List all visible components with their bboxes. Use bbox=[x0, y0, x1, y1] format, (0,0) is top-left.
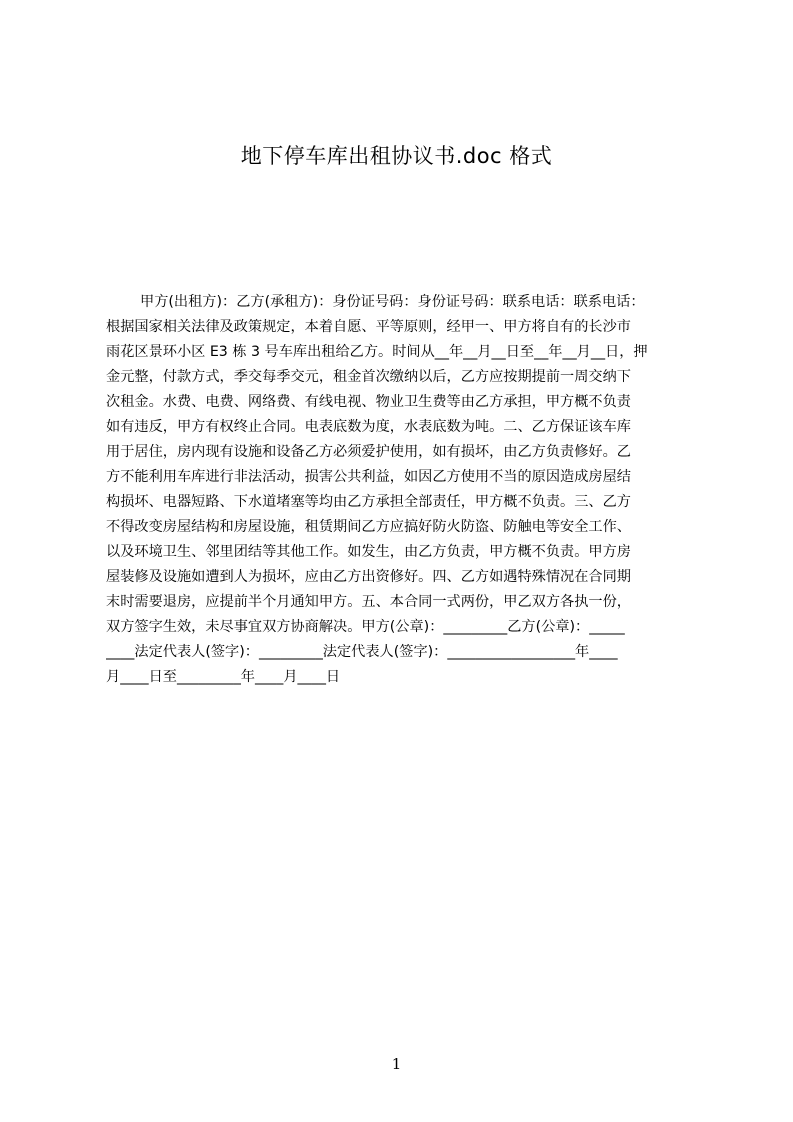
body-line: 雨花区景环小区 E3 栋 3 号车库出租给乙方。时间从__年__月__日至__年__月__日，押 bbox=[106, 344, 648, 360]
document-title: 地下停车库出租协议书.doc 格式 bbox=[240, 144, 553, 168]
body-line: 不得改变房屋结构和房屋设施，租赁期间乙方应搞好防火防盗、防触电等安全工作、 bbox=[106, 519, 631, 535]
body-line: 方不能利用车库进行非法活动，损害公共利益，如因乙方使用不当的原因造成房屋结 bbox=[106, 469, 631, 485]
body-line: 金元整，付款方式，季交每季交元，租金首次缴纳以后，乙方应按期提前一周交纳下 bbox=[106, 369, 631, 385]
agreement-body bbox=[106, 290, 698, 690]
body-line: 末时需要退房，应提前半个月通知甲方。五、本合同一式两份，甲乙双方各执一份， bbox=[106, 594, 631, 610]
page-number: 1 bbox=[391, 1055, 402, 1073]
body-line: 构损坏、电器短路、下水道堵塞等均由乙方承担全部责任，甲方概不负责。三、乙方 bbox=[106, 494, 631, 510]
body-line: 次租金。水费、电费、网络费、有线电视、物业卫生费等由乙方承担，甲方概不负责 bbox=[106, 394, 631, 410]
body-line: 屋装修及设施如遭到人为损坏，应由乙方出资修好。四、乙方如遇特殊情况在合同期 bbox=[106, 569, 631, 585]
body-line: 甲方(出租方)：乙方(承租方)：身份证号码：身份证号码：联系电话：联系电话： bbox=[140, 294, 645, 310]
body-line: 如有违反，甲方有权终止合同。电表底数为度，水表底数为吨。二、乙方保证该车库 bbox=[106, 419, 631, 435]
body-line: 根据国家相关法律及政策规定，本着自愿、平等原则，经甲一、甲方将自有的长沙市 bbox=[106, 319, 631, 335]
body-line: 以及环境卫生、邻里团结等其他工作。如发生，由乙方负责，甲方概不负责。甲方房 bbox=[106, 544, 631, 560]
body-line: ____法定代表人(签字)：_________法定代表人(签字)：__________________年____ bbox=[106, 644, 618, 660]
body-line: 月____日至_________年____月____日 bbox=[106, 669, 341, 685]
body-line: 双方签字生效，未尽事宜双方协商解决。甲方(公章)：_________乙方(公章)：_____ bbox=[106, 619, 625, 635]
body-line: 用于居住，房内现有设施和设备乙方必须爱护使用，如有损坏，由乙方负责修好。乙 bbox=[106, 444, 631, 460]
